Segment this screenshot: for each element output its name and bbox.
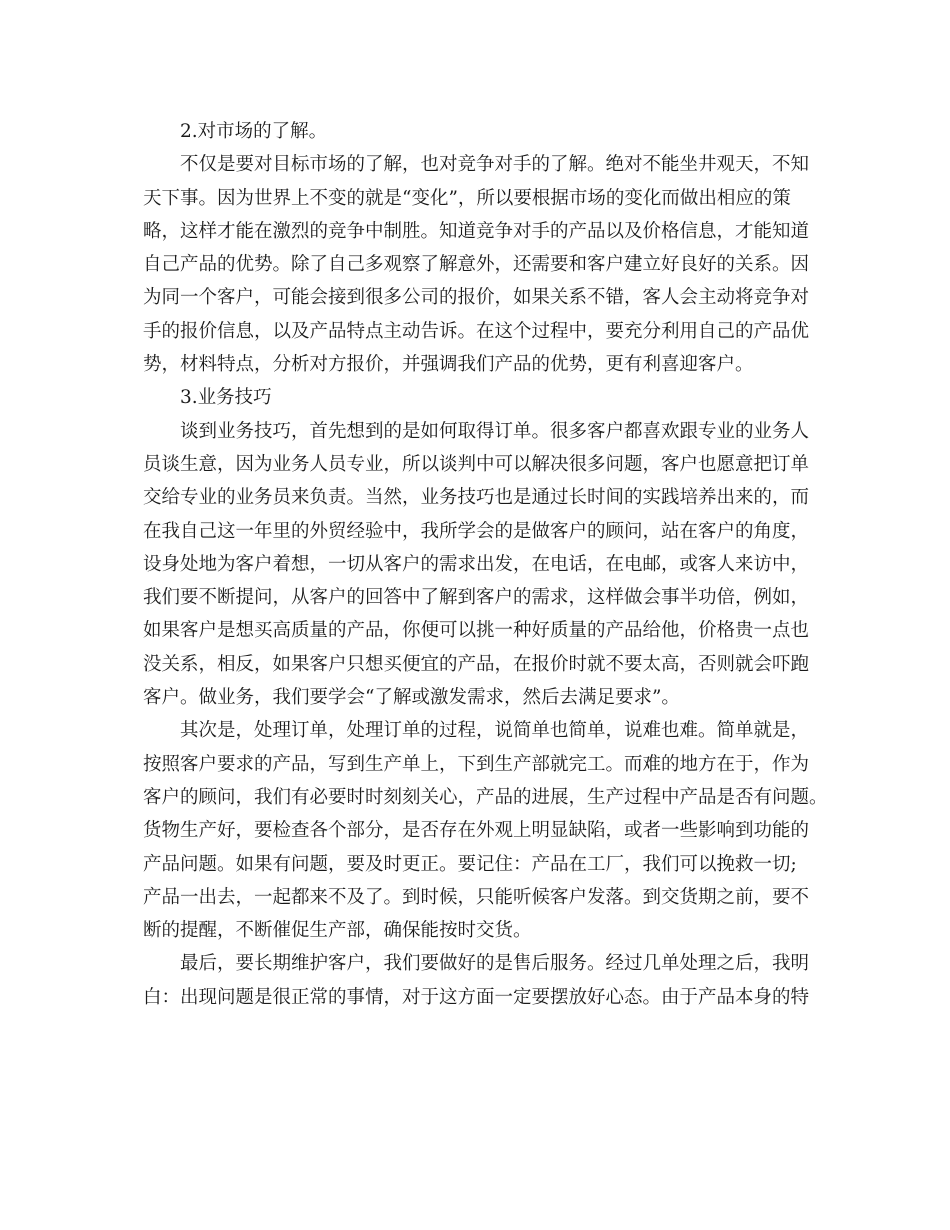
text-line: 设身处地为客户着想，一切从客户的需求出发，在电话，在电邮，或客人来访中， bbox=[143, 553, 810, 575]
section-heading-business-skills: 3.业务技巧 bbox=[180, 387, 272, 409]
text-line: 手的报价信息，以及产品特点主动告诉。在这个过程中，要充分利用自己的产品优 bbox=[143, 320, 810, 342]
text-line: 客户的顾问，我们有必要时时刻刻关心，产品的进展，生产过程中产品是否有问题。 bbox=[143, 786, 828, 808]
text-line: 在我自己这一年里的外贸经验中，我所学会的是做客户的顾问，站在客户的角度， bbox=[143, 520, 810, 542]
text-line: 员谈生意，因为业务人员专业，所以谈判中可以解决很多问题，客户也愿意把订单 bbox=[143, 453, 810, 475]
text-line: 按照客户要求的产品，写到生产单上，下到生产部就完工。而难的地方在于，作为 bbox=[143, 753, 810, 775]
text-line: 不仅是要对目标市场的了解，也对竞争对手的了解。绝对不能坐井观天，不知 bbox=[180, 154, 810, 176]
document-page bbox=[143, 115, 833, 1014]
text-line: 交给专业的业务员来负责。当然，业务技巧也是通过长时间的实践培养出来的，而 bbox=[143, 487, 810, 509]
text-line: 客户。做业务，我们要学会“了解或激发需求，然后去满足要求”。 bbox=[143, 687, 680, 709]
text-line: 其次是，处理订单，处理订单的过程，说简单也简单，说难也难。简单就是， bbox=[180, 720, 810, 742]
text-line: 略，这样才能在激烈的竞争中制胜。知道竞争对手的产品以及价格信息，才能知道 bbox=[143, 220, 810, 242]
text-line: 最后，要长期维护客户，我们要做好的是售后服务。经过几单处理之后，我明 bbox=[180, 953, 810, 975]
text-line: 谈到业务技巧，首先想到的是如何取得订单。很多客户都喜欢跟专业的业务人 bbox=[180, 420, 810, 442]
section-heading-market: 2.对市场的了解。 bbox=[180, 121, 328, 142]
text-line: 没关系，相反，如果客户只想买便宜的产品，在报价时就不要太高，否则就会吓跑 bbox=[143, 653, 810, 675]
text-line: 势，材料特点，分析对方报价，并强调我们产品的优势，更有利喜迎客户。 bbox=[143, 354, 754, 376]
paragraph-after-sales bbox=[143, 947, 833, 1014]
text-line: 我们要不断提问，从客户的回答中了解到客户的需求，这样做会事半功倍，例如， bbox=[143, 587, 810, 609]
paragraph-market bbox=[143, 148, 833, 381]
text-line: 天下事。因为世界上不变的就是“变化”，所以要根据市场的变化而做出相应的策 bbox=[143, 187, 791, 209]
text-line: 货物生产好，要检查各个部分，是否存在外观上明显缺陷，或者一些影响到功能的 bbox=[143, 820, 810, 842]
text-line: 断的提醒，不断催促生产部，确保能按时交货。 bbox=[143, 920, 532, 942]
text-line: 自己产品的优势。除了自己多观察了解意外，还需要和客户建立好良好的关系。因 bbox=[143, 254, 810, 276]
text-line: 为同一个客户，可能会接到很多公司的报价，如果关系不错，客人会主动将竞争对 bbox=[143, 287, 810, 309]
text-line: 如果客户是想买高质量的产品，你便可以挑一种好质量的产品给他，价格贵一点也 bbox=[143, 620, 810, 642]
paragraph-processing-orders bbox=[143, 714, 833, 947]
paragraph-getting-orders bbox=[143, 415, 833, 715]
text-line: 产品一出去，一起都来不及了。到时候，只能听候客户发落。到交货期之前，要不 bbox=[143, 886, 810, 908]
text-line: 产品问题。如果有问题，要及时更正。要记住：产品在工厂，我们可以挽救一切; bbox=[143, 853, 797, 875]
text-line: 白：出现问题是很正常的事情，对于这方面一定要摆放好心态。由于产品本身的特 bbox=[143, 986, 810, 1008]
